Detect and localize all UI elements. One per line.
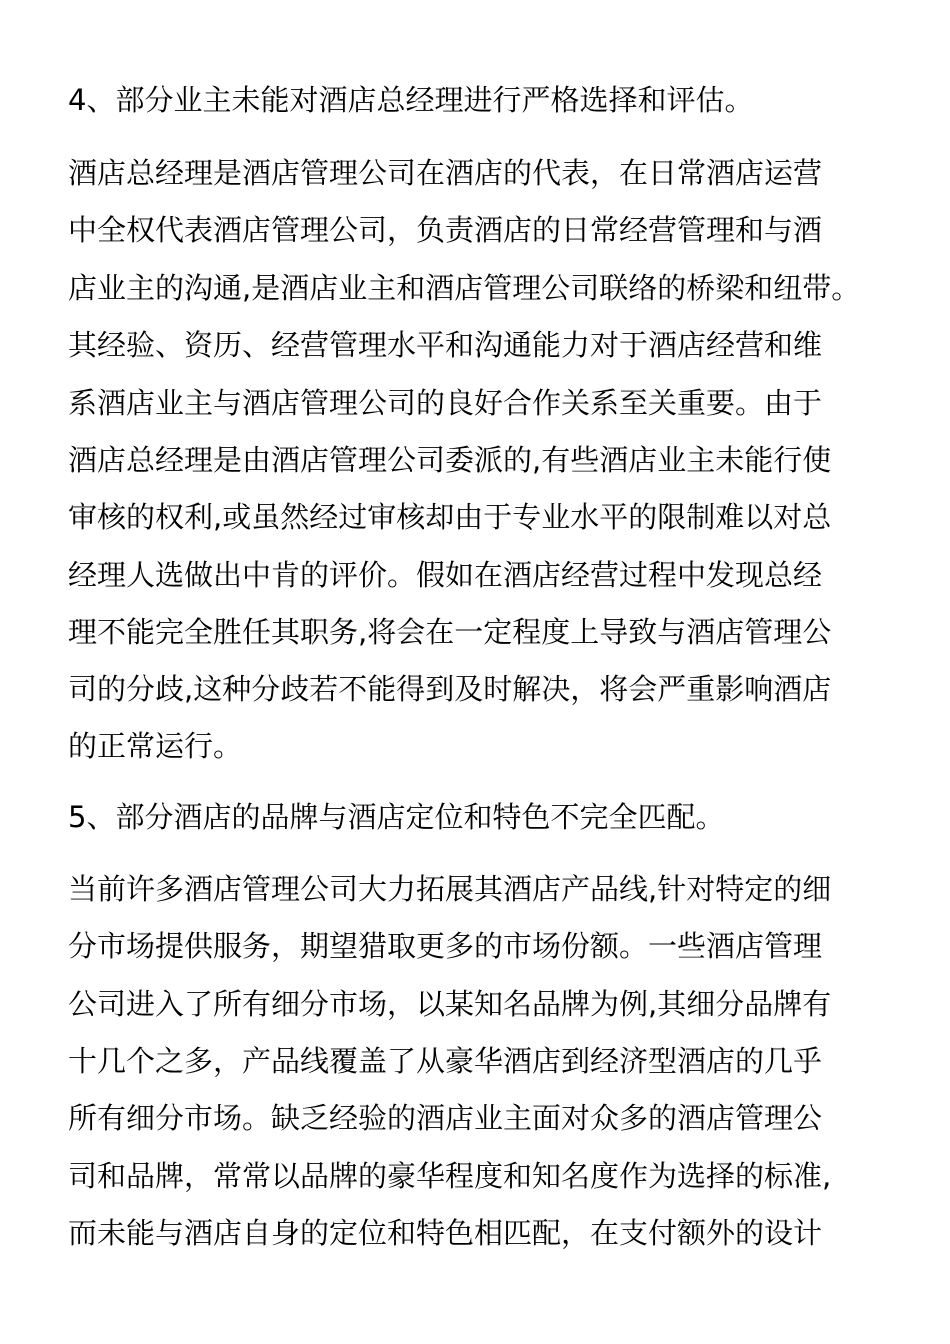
section-4-line: 经理人选做出中肯的评价。假如在酒店经营过程中发现总经 xyxy=(68,558,823,592)
section-5-heading: 5、部分酒店的品牌与酒店定位和特色不完全匹配。 xyxy=(68,800,725,834)
section-5-line: 分市场提供服务，期望猎取更多的市场份额。一些酒店管理 xyxy=(68,929,823,963)
section-4-heading: 4、部分业主未能对酒店总经理进行严格选择和评估。 xyxy=(68,83,754,117)
section-5-line: 司和品牌，常常以品牌的豪华程度和知名度作为选择的标准, xyxy=(68,1159,832,1193)
section-4-line: 其经验、资历、经营管理水平和沟通能力对于酒店经营和维 xyxy=(68,328,823,362)
section-4-line: 系酒店业主与酒店管理公司的良好合作关系至关重要。由于 xyxy=(68,386,823,420)
section-5-line: 而未能与酒店自身的定位和特色相匹配，在支付额外的设计 xyxy=(68,1216,823,1250)
section-4-line: 审核的权利,或虽然经过审核却由于专业水平的限制难以对总 xyxy=(68,500,832,534)
section-5-line: 所有细分市场。缺乏经验的酒店业主面对众多的酒店管理公 xyxy=(68,1101,823,1135)
section-4-line: 理不能完全胜任其职务,将会在一定程度上导致与酒店管理公 xyxy=(68,615,832,649)
section-5-line: 十几个之多，产品线覆盖了从豪华酒店到经济型酒店的几乎 xyxy=(68,1044,823,1078)
section-4-line: 酒店总经理是由酒店管理公司委派的,有些酒店业主未能行使 xyxy=(68,443,832,477)
section-4-line: 中全权代表酒店管理公司，负责酒店的日常经营管理和与酒 xyxy=(68,213,823,247)
section-4-line: 酒店总经理是酒店管理公司在酒店的代表，在日常酒店运营 xyxy=(68,156,823,190)
section-4-line: 店业主的沟通,是酒店业主和酒店管理公司联络的桥梁和纽带。 xyxy=(68,271,861,305)
section-5-line: 公司进入了所有细分市场，以某知名品牌为例,其细分品牌有 xyxy=(68,987,832,1021)
section-4-line: 的正常运行。 xyxy=(68,729,243,763)
section-5-line: 当前许多酒店管理公司大力拓展其酒店产品线,针对特定的细 xyxy=(68,872,832,906)
section-4-line: 司的分歧,这种分歧若不能得到及时解决，将会严重影响酒店 xyxy=(68,672,832,706)
